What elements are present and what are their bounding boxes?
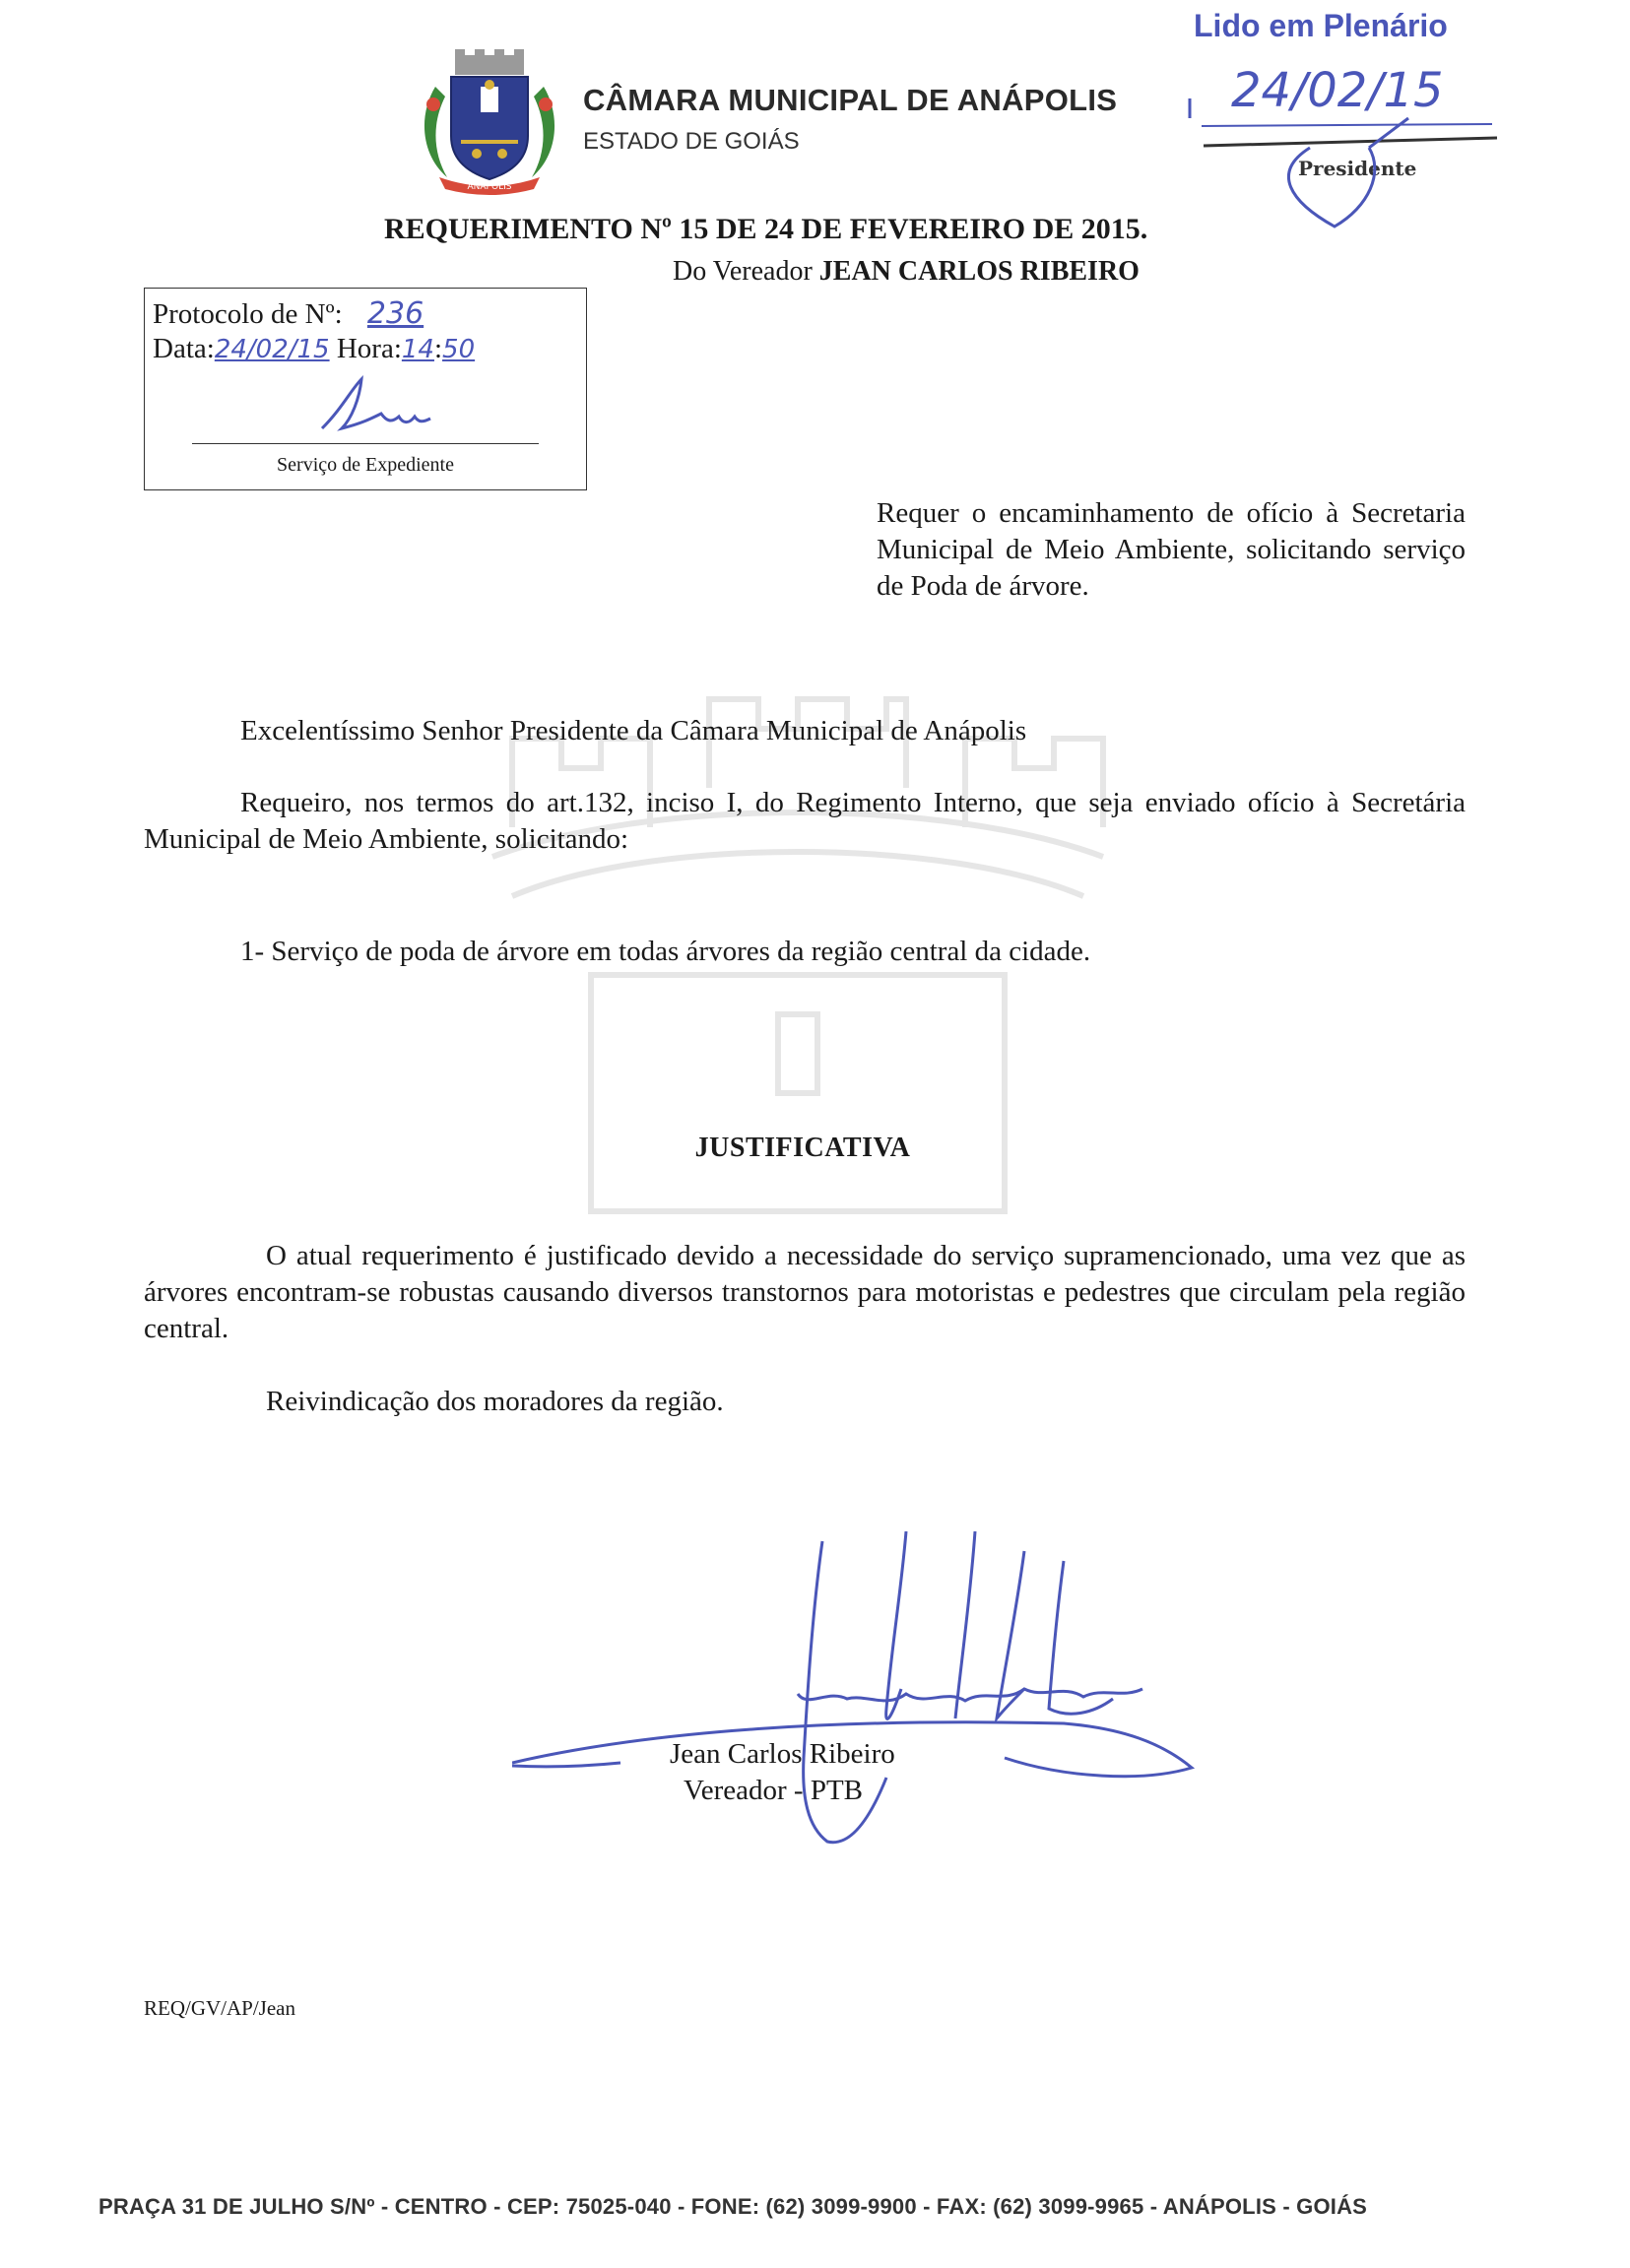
organization-state: ESTADO DE GOIÁS [583,128,800,155]
justification-closing: Reivindicação dos moradores da região. [266,1386,724,1417]
document-reference-code: REQ/GV/AP/Jean [144,1996,295,2020]
request-paragraph: Requeiro, nos termos do art.132, inciso I, do Regimento Interno, que seja enviado ofício à Secretária Municipal de Meio Ambiente, solicitando: [144,787,1466,855]
justification-heading: JUSTIFICATIVA [694,1133,911,1163]
coat-ribbon-text: ANÁPOLIS [467,182,512,192]
signer-role: Vereador - PTB [684,1775,864,1806]
protocol-date-label: Data: [153,333,215,364]
protocol-initials-signature [312,369,450,438]
salutation: Excelentíssimo Senhor Presidente da Câmara Municipal de Anápolis [240,715,1027,746]
protocol-box [144,288,587,490]
councilor-signature [512,1531,1221,1886]
request-item-1: 1- Serviço de poda de árvore em todas árvores da região central da cidade. [240,936,1091,967]
protocol-date-row: Data:24/02/15 Hora:14:50 [153,333,476,364]
protocol-signature-line [192,443,539,444]
signer-name: Jean Carlos Ribeiro [670,1738,895,1770]
plenary-stamp [1172,0,1512,246]
justification-paragraph: O atual requerimento é justificado devido a necessidade do serviço supramencionado, uma vez que as árvores encontram-se robustas causando diversos transtornos para motoristas e pedestres que circulam pela região central. [144,1240,1466,1344]
institution-address-footer: PRAÇA 31 DE JULHO S/Nº - CENTRO - CEP: 75025-040 - FONE: (62) 3099-9900 - FAX: (62) 3099-9965 - ANÁPOLIS - GOIÁS [98,2194,1368,2219]
stamp-role: Presidente [1298,157,1417,180]
protocol-time-hour: 14 [401,335,434,364]
protocol-number-label: Protocolo de Nº: [153,298,343,330]
document-byline [673,256,1140,288]
request-summary: Requer o encaminhamento de ofício à Secretaria Municipal de Meio Ambiente, solicitando serviço de Poda de árvore. [877,497,1466,602]
byline-name: JEAN CARLOS RIBEIRO [818,256,1140,287]
protocol-date-value: 24/02/15 [214,335,330,364]
stamp-date: 24/02/15 [1231,63,1444,118]
organization-name: CÂMARA MUNICIPAL DE ANÁPOLIS [583,83,1118,117]
document-title: REQUERIMENTO Nº 15 DE 24 DE FEVEREIRO DE 2015. [384,213,1148,245]
protocol-time-minute: 50 [442,335,476,364]
protocol-time-label: Hora: [336,333,402,364]
protocol-number-value: 236 [366,296,424,331]
stamp-title: Lido em Plenário [1194,8,1448,43]
byline-prefix: Do Vereador [673,256,813,287]
coat-of-arms-emblem [418,47,561,195]
signer-block [670,1736,895,1809]
protocol-number-row [153,296,441,331]
protocol-caption: Serviço de Expediente [277,454,454,476]
